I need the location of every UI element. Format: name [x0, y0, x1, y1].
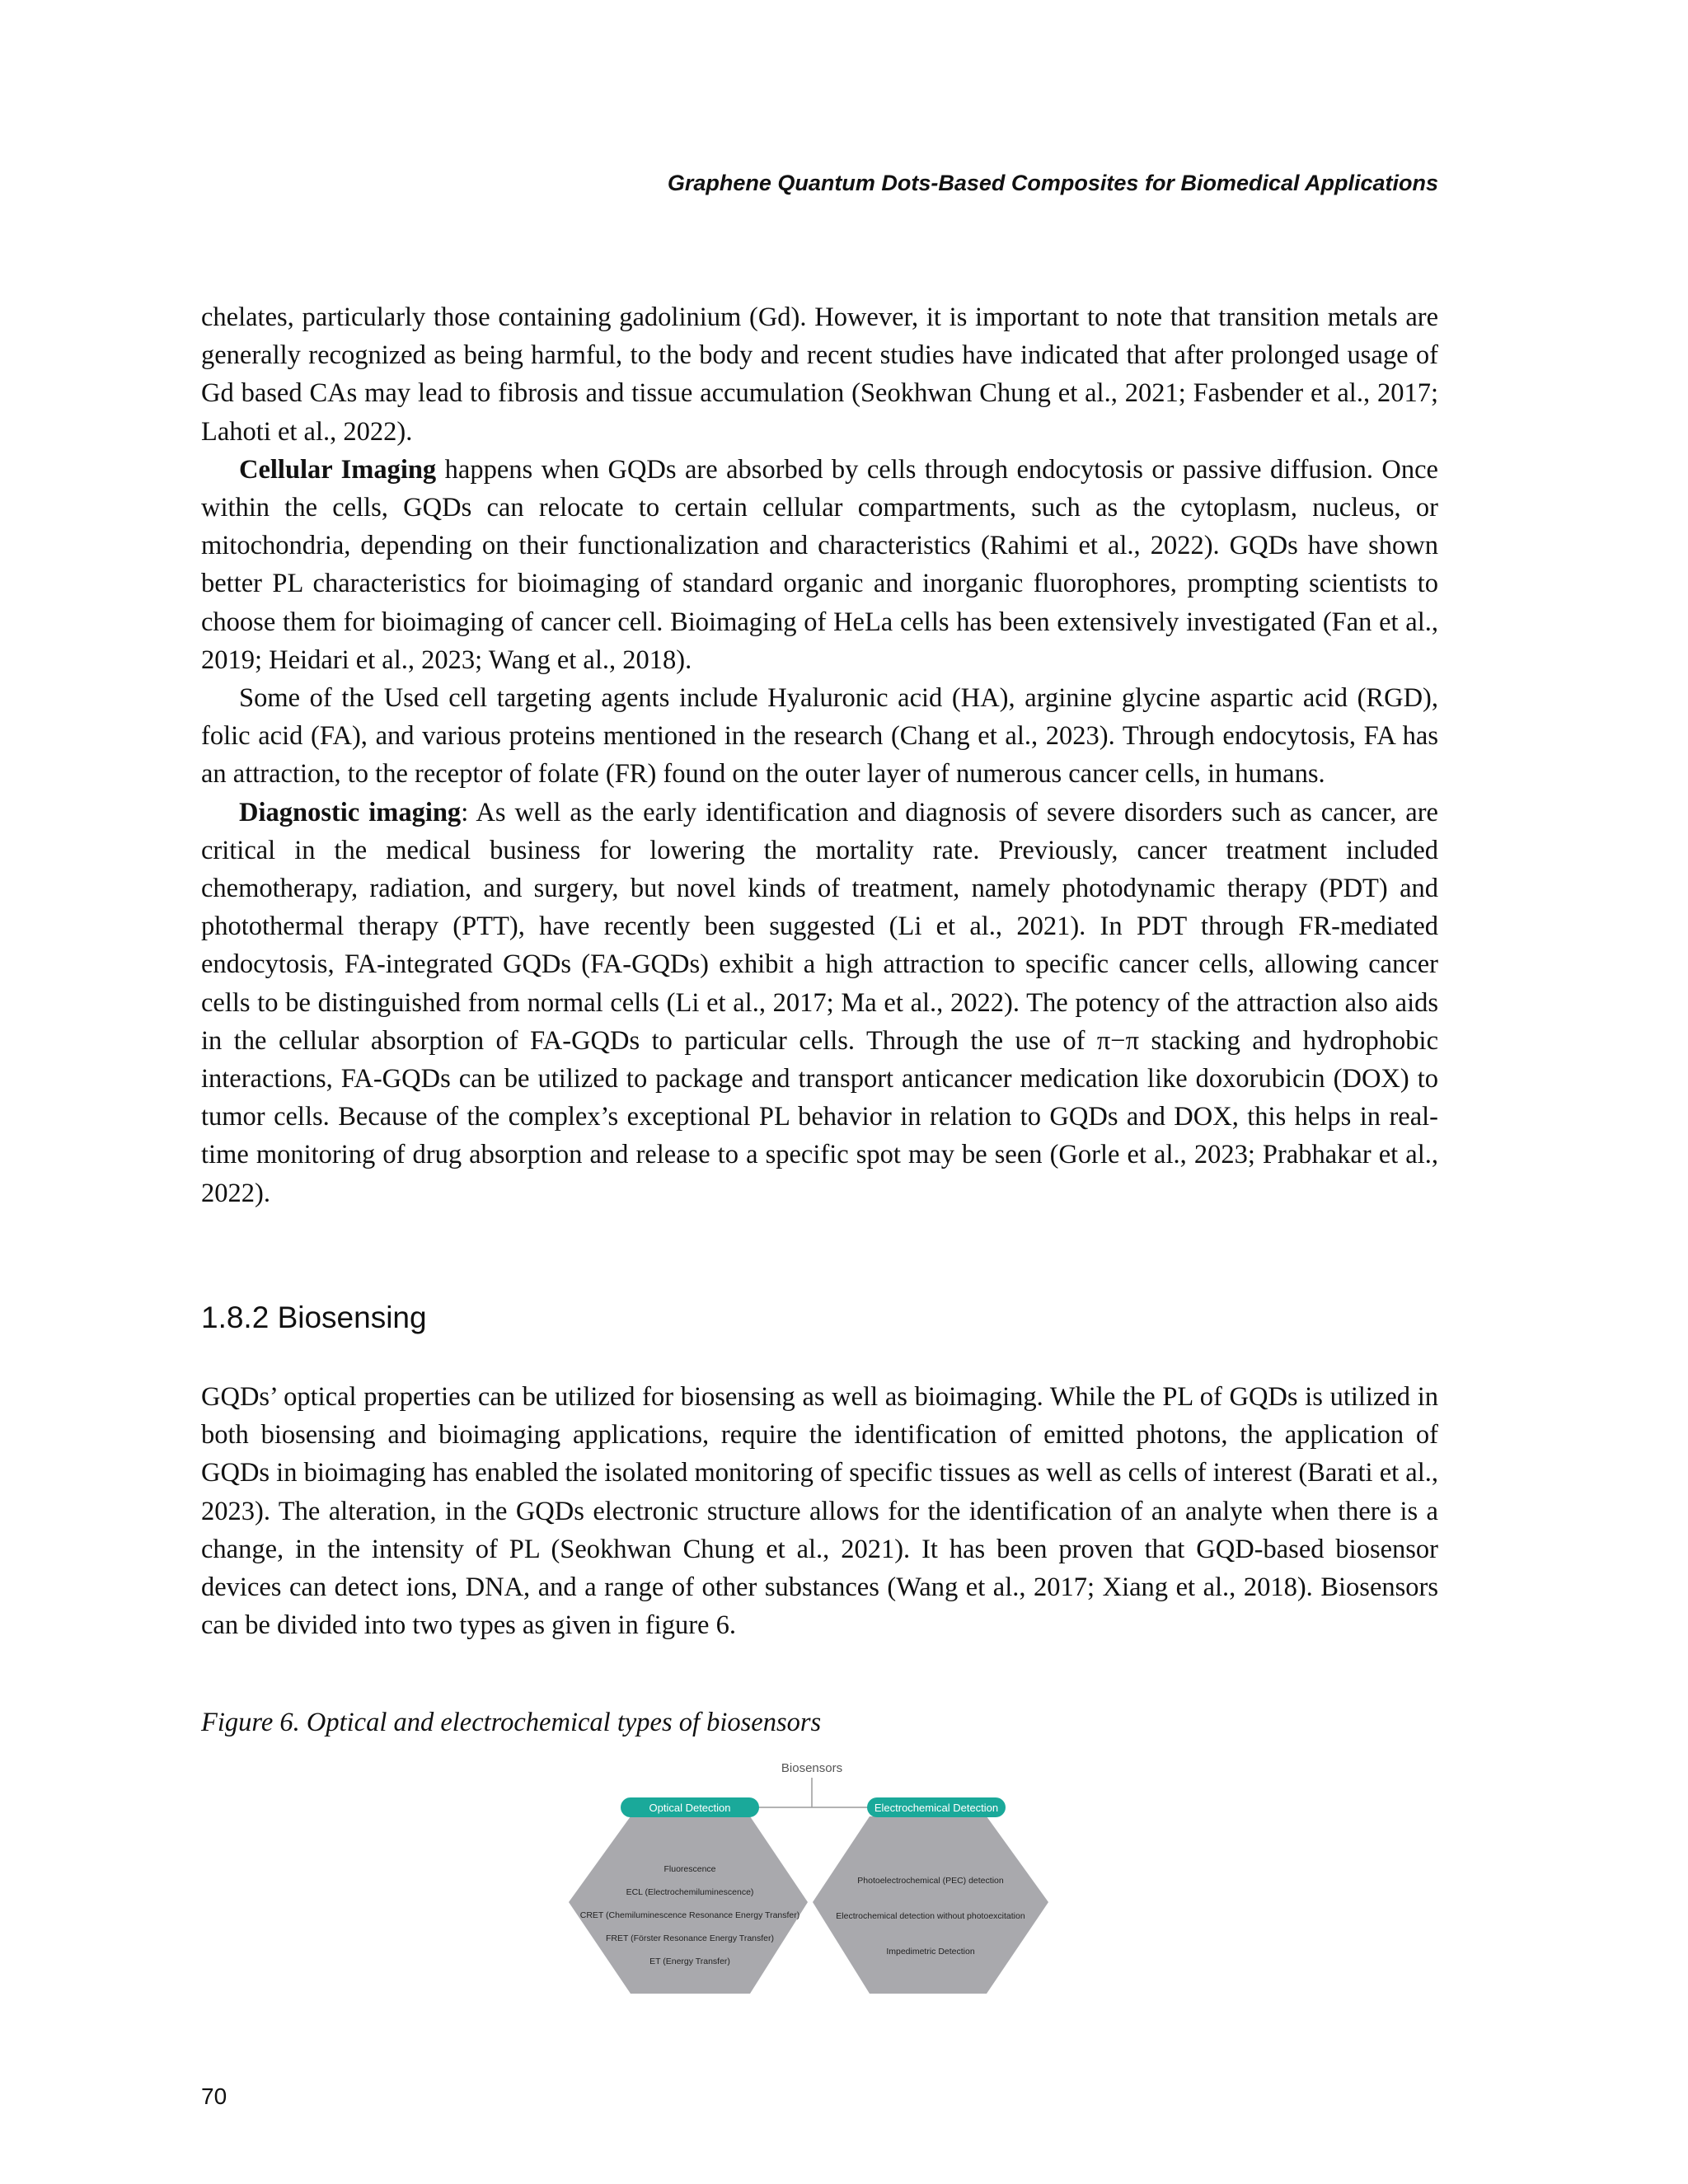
- optical-hexagon: [569, 1816, 808, 1994]
- paragraph-targeting-agents: [201, 679, 1438, 794]
- paragraph-diagnostic-imaging: [201, 794, 1438, 1212]
- optical-item: FRET (Förster Resonance Energy Transfer): [605, 1933, 775, 1943]
- paragraph-text: : As well as the early identification and diagnosis of severe disorders such as cancer, are critical in the medical business for lowering the mortality rate. Previously, cancer treatment included chemotherapy, radiation, and surgery, but novel kinds of treatment, namely photodynamic therapy (PDT) and photothermal therapy (PTT), have recently been suggested (Li et al., 2021). In PDT through FR-mediated endocytosis, FA-integrated GQDs (FA-GQDs) exhibit a high attraction to specific cancer cells, allowing cancer cells to be distinguished from normal cells (Li et al., 2017; Ma et al., 2022). The potency of the attraction also aids in the cellular absorption of FA-GQDs to particular cells. Through the use of π−π stacking and hydrophobic interactions, FA-GQDs can be utilized to package and transport anticancer medication like doxorubicin (DOX) to tumor cells. Because of the complex’s exceptional PL behavior in relation to GQDs and DOX, this helps in real-time monitoring of drug absorption and release to a specific spot may be seen (Gorle et al., 2023; Prabhakar et al., 2022).: [201, 797, 1438, 1208]
- body-text: [201, 298, 1438, 1212]
- optical-item: ET (Energy Transfer): [649, 1957, 730, 1966]
- biosensor-diagram: [544, 1760, 1080, 2023]
- paragraph-cellular-imaging: [201, 451, 1438, 679]
- running-head: Graphene Quantum Dots-Based Composites for Biomedical Applications: [667, 171, 1438, 195]
- paragraph-lead-term: Cellular Imaging: [239, 454, 437, 485]
- optical-item: Fluorescence: [663, 1864, 716, 1874]
- electrochemical-item: Photoelectrochemical (PEC) detection: [857, 1876, 1004, 1886]
- electrochemical-item: Impedimetric Detection: [886, 1947, 975, 1957]
- paragraph-text: chelates, particularly those containing gadolinium (Gd). However, it is important to note that transition metals are generally recognized as being harmful, to the body and recent studies have indicated that after prolonged usage of Gd based CAs may lead to fibrosis and tissue accumulation (Seokhwan Chung et al., 2021; Fasbender et al., 2017; Lahoti et al., 2022).: [201, 302, 1438, 447]
- diagram-root-label: Biosensors: [781, 1761, 843, 1775]
- section-heading: 1.8.2 Biosensing: [201, 1301, 427, 1334]
- page-number: 70: [201, 2083, 227, 2109]
- optical-detection-label: Optical Detection: [649, 1802, 731, 1814]
- electrochemical-detection-label: Electrochemical Detection: [874, 1802, 999, 1814]
- paragraph-1: [201, 298, 1438, 451]
- optical-item: ECL (Electrochemiluminescence): [626, 1887, 754, 1897]
- electrochemical-item: Electrochemical detection without photoexcitation: [836, 1911, 1025, 1921]
- figure-caption: Figure 6. Optical and electrochemical types of biosensors: [201, 1708, 822, 1737]
- section-paragraph: GQDs’ optical properties can be utilized for biosensing as well as bioimaging. While the PL of GQDs is utilized in both biosensing and bioimaging applications, require the identification of emitted photons, the application of GQDs in bioimaging has enabled the isolated monitoring of specific tissues as well as cells of interest (Barati et al., 2023). The alteration, in the GQDs electronic structure allows for the identification of an analyte when there is a change, in the intensity of PL (Seokhwan Chung et al., 2021). It has been proven that GQD-based biosensor devices can detect ions, DNA, and a range of other substances (Wang et al., 2017; Xiang et al., 2018). Biosensors can be divided into two types as given in figure 6.: [201, 1382, 1438, 1641]
- paragraph-text: happens when GQDs are absorbed by cells through endocytosis or passive diffusion. Once within the cells, GQDs can relocate to certain cellular compartments, such as the cytoplasm, nucleus, or mitochondria, depending on their functionalization and characteristics (Rahimi et al., 2022). GQDs have shown better PL characteristics for bioimaging of standard organic and inorganic fluorophores, prompting scientists to choose them for bioimaging of cancer cell. Bioimaging of HeLa cells has been extensively investigated (Fan et al., 2019; Heidari et al., 2023; Wang et al., 2018).: [201, 454, 1438, 675]
- paragraph-lead-term: Diagnostic imaging: [239, 797, 462, 827]
- electrochemical-hexagon: [813, 1816, 1048, 1994]
- optical-item: CRET (Chemiluminescence Resonance Energy Transfer): [579, 1910, 800, 1920]
- paragraph-text: Some of the Used cell targeting agents include Hyaluronic acid (HA), arginine glycine aspartic acid (RGD), folic acid (FA), and various proteins mentioned in the research (Chang et al., 2023). Through endocytosis, FA has an attraction, to the receptor of folate (FR) found on the outer layer of numerous cancer cells, in humans.: [201, 683, 1438, 790]
